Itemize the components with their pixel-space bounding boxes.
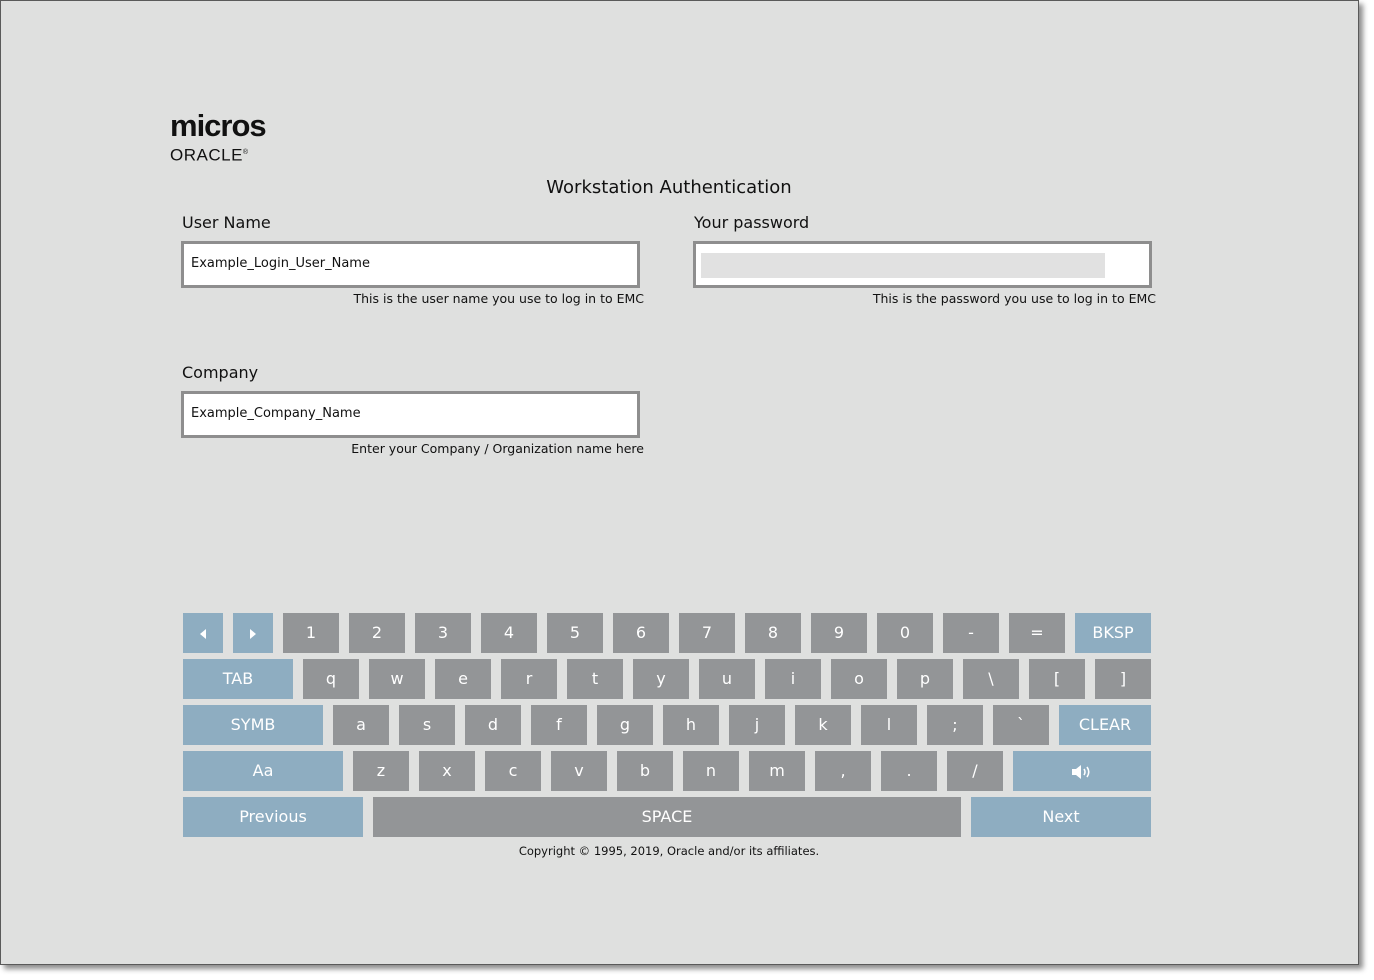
space-key[interactable]: SPACE <box>373 797 961 837</box>
password-field[interactable] <box>693 241 1152 288</box>
key-row4-4[interactable]: b <box>617 751 673 791</box>
arrow-right-icon <box>249 629 257 639</box>
arrow-left-icon <box>199 629 207 639</box>
clear-key[interactable]: CLEAR <box>1059 705 1151 745</box>
key-row2-2[interactable]: e <box>435 659 491 699</box>
key-row1-10[interactable]: - <box>943 613 999 653</box>
company-value: Example_Company_Name <box>191 406 361 421</box>
key-row1-11[interactable]: = <box>1009 613 1065 653</box>
key-row4-5[interactable]: n <box>683 751 739 791</box>
key-row3-5[interactable]: h <box>663 705 719 745</box>
key-row1-5[interactable]: 6 <box>613 613 669 653</box>
key-row4-1[interactable]: x <box>419 751 475 791</box>
password-label: Your password <box>694 213 810 232</box>
key-row2-7[interactable]: i <box>765 659 821 699</box>
key-row1-6[interactable]: 7 <box>679 613 735 653</box>
speaker-icon <box>1071 764 1093 780</box>
audio-key[interactable] <box>1013 751 1151 791</box>
cursor-right-key[interactable] <box>233 613 273 653</box>
company-field[interactable] <box>181 391 640 438</box>
key-row4-9[interactable]: / <box>947 751 1003 791</box>
key-row4-8[interactable]: . <box>881 751 937 791</box>
key-row1-0[interactable]: 1 <box>283 613 339 653</box>
key-row1-9[interactable]: 0 <box>877 613 933 653</box>
key-row3-9[interactable]: ; <box>927 705 983 745</box>
key-row3-2[interactable]: d <box>465 705 521 745</box>
key-row1-3[interactable]: 4 <box>481 613 537 653</box>
key-row2-0[interactable]: q <box>303 659 359 699</box>
key-row3-0[interactable]: a <box>333 705 389 745</box>
company-label: Company <box>182 363 259 382</box>
key-row1-7[interactable]: 8 <box>745 613 801 653</box>
key-row2-10[interactable]: \ <box>963 659 1019 699</box>
cursor-left-key[interactable] <box>183 613 223 653</box>
key-row3-4[interactable]: g <box>597 705 653 745</box>
key-row3-6[interactable]: j <box>729 705 785 745</box>
key-row1-2[interactable]: 3 <box>415 613 471 653</box>
key-row2-3[interactable]: r <box>501 659 557 699</box>
key-row3-10[interactable]: ` <box>993 705 1049 745</box>
password-hint: This is the password you use to log in to EMC <box>872 291 1156 306</box>
key-row2-9[interactable]: p <box>897 659 953 699</box>
previous-key[interactable]: Previous <box>183 797 363 837</box>
username-hint: This is the user name you use to log in to EMC <box>353 291 644 306</box>
company-hint: Enter your Company / Organization name here <box>351 441 644 456</box>
backspace-key[interactable]: BKSP <box>1075 613 1151 653</box>
key-row4-7[interactable]: , <box>815 751 871 791</box>
key-row4-0[interactable]: z <box>353 751 409 791</box>
key-row3-8[interactable]: l <box>861 705 917 745</box>
key-row2-11[interactable]: [ <box>1029 659 1085 699</box>
page-title: Workstation Authentication <box>546 177 792 198</box>
key-row3-1[interactable]: s <box>399 705 455 745</box>
micros-oracle-logo: micros ORACLE® <box>170 108 266 165</box>
username-value: Example_Login_User_Name <box>191 256 370 271</box>
key-row4-2[interactable]: c <box>485 751 541 791</box>
tab-key[interactable]: TAB <box>183 659 293 699</box>
next-key[interactable]: Next <box>971 797 1151 837</box>
key-row2-4[interactable]: t <box>567 659 623 699</box>
username-field[interactable] <box>181 241 640 288</box>
logo-company: ORACLE <box>170 145 243 165</box>
key-row2-12[interactable]: ] <box>1095 659 1151 699</box>
key-row1-4[interactable]: 5 <box>547 613 603 653</box>
key-row3-3[interactable]: f <box>531 705 587 745</box>
key-row3-7[interactable]: k <box>795 705 851 745</box>
password-mask <box>701 253 1105 278</box>
symbol-key[interactable]: SYMB <box>183 705 323 745</box>
key-row1-1[interactable]: 2 <box>349 613 405 653</box>
logo-brand: micros <box>170 108 266 143</box>
key-row2-5[interactable]: y <box>633 659 689 699</box>
key-row1-8[interactable]: 9 <box>811 613 867 653</box>
key-row4-6[interactable]: m <box>749 751 805 791</box>
shift-key[interactable]: Aa <box>183 751 343 791</box>
key-row4-3[interactable]: v <box>551 751 607 791</box>
copyright-notice: Copyright © 1995, 2019, Oracle and/or its affiliates. <box>518 844 820 858</box>
key-row2-1[interactable]: w <box>369 659 425 699</box>
username-label: User Name <box>182 213 271 232</box>
key-row2-6[interactable]: u <box>699 659 755 699</box>
key-row2-8[interactable]: o <box>831 659 887 699</box>
